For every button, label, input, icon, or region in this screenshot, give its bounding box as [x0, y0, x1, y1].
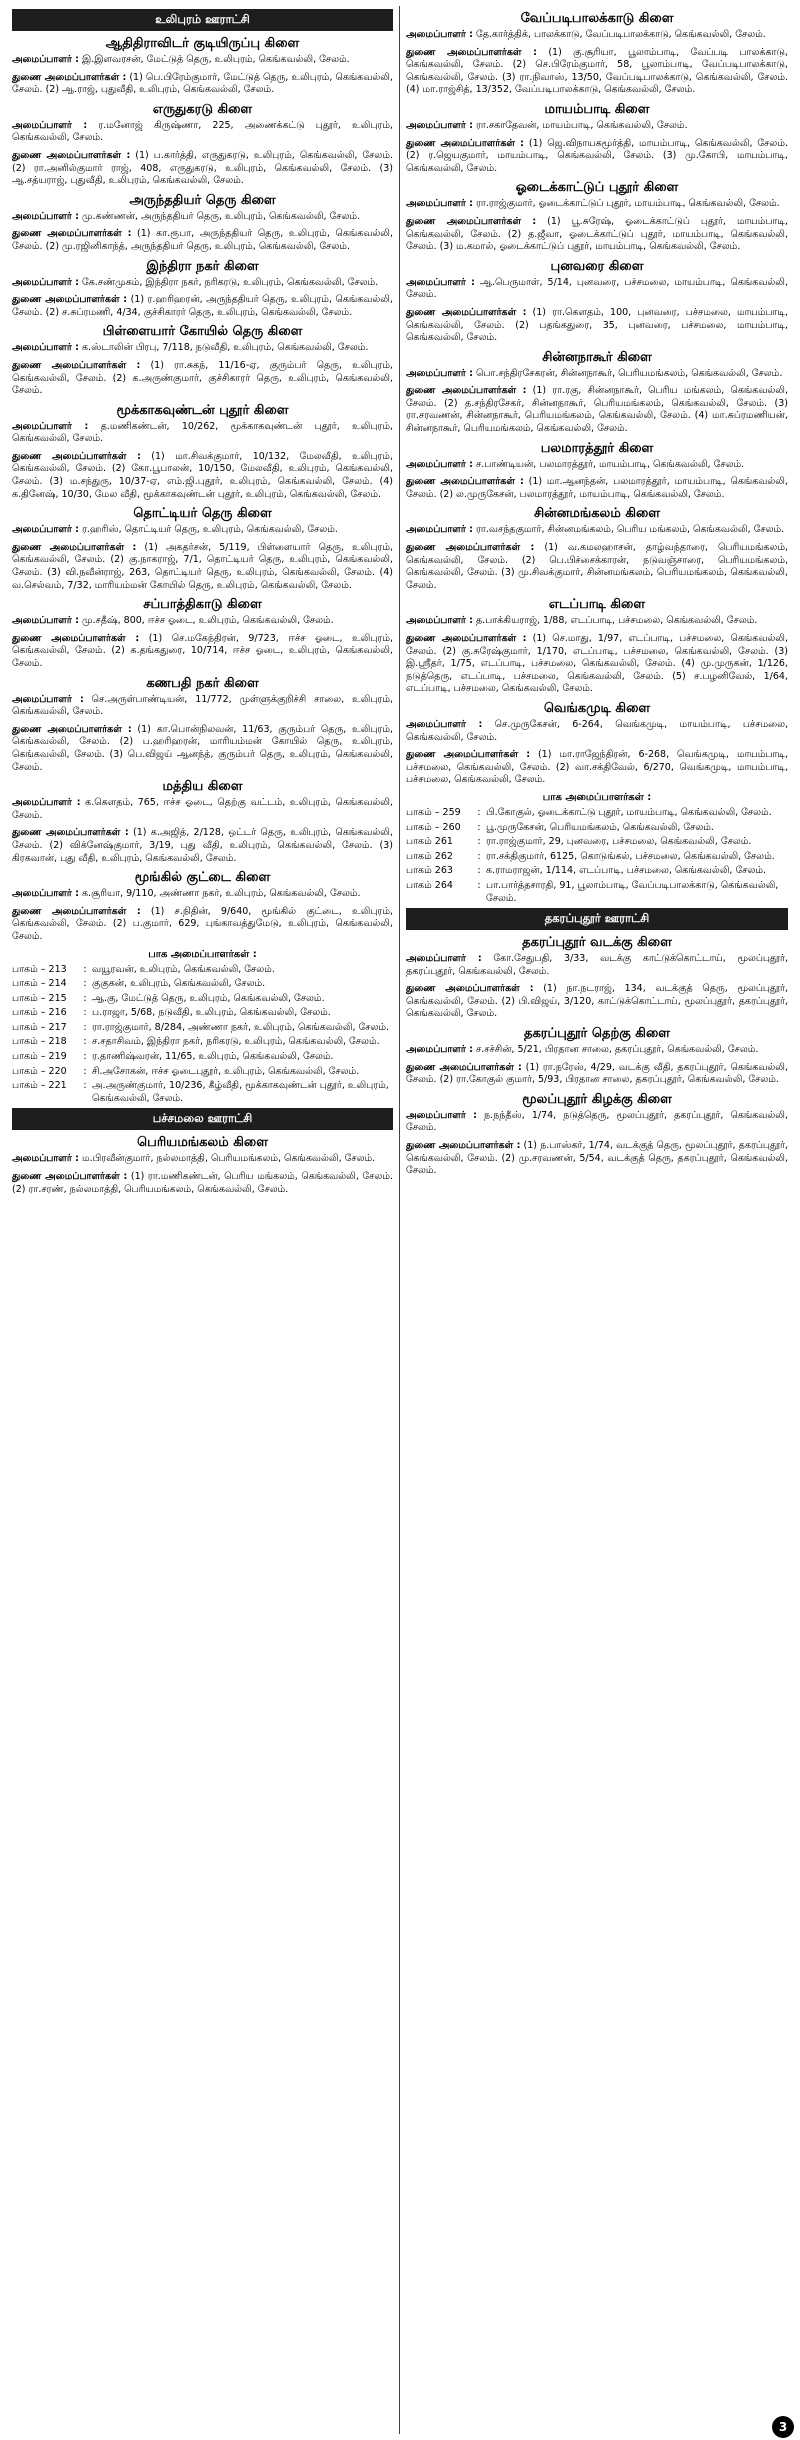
organizer-entry [406, 476, 788, 501]
organizer-details: ச.பாண்டியன், பலமாரத்தூர், மாயம்பாடி, கெங்கவல்லி, சேலம். [475, 458, 745, 470]
organizer-entry [406, 953, 788, 978]
organizer-details: கோ.சேதுபதி, 3/33, வடக்கு காட்டுக்கொட்டாய், மூலப்புதூர், தகரப்புதூர், கெங்கவல்லி, சேலம். [406, 953, 788, 977]
branch-title: சப்பாத்திகாடு கிளை [143, 597, 262, 613]
booth-number: பாகம் – 217 [12, 1021, 67, 1033]
role-label: துணை அமைப்பாளர்கள் : [12, 723, 132, 735]
organizer-entry [12, 888, 393, 901]
booth-organizer: அ.அருண்குமார், 10/236, கீழ்வீதி, மூக்காகவுண்டன் புதூர், உலிபுரம், கெங்கவல்லி, சேலம். [92, 1080, 389, 1104]
role-label: துணை அமைப்பாளர்கள் : [406, 46, 537, 58]
organizer-details: (1) பூ.சுரேஷ், ஓடைக்காட்டுப் புதூர், மாயம்பாடி, கெங்கவல்லி, சேலம். (2) த.ஜீவா, ஓடைக்காட்டுப் புதூர், மாயம்பாடி, கெங்கவல்லி, சேலம். (3) ம.கமால், ஓடைக்காட்டுப் புதூர், மாயம்பாடி, கெங்கவல்லி, சேலம். [406, 215, 788, 253]
role-label: அமைப்பாளர் : [406, 524, 473, 536]
booth-number: பாகம் – 221 [12, 1080, 67, 1092]
booth-number: பாகம் 261 [406, 836, 453, 848]
organizer-entry [406, 749, 788, 787]
organizer-details: (1) ச.நிதின், 9/640, மூங்கில் குட்டை, உலிபுரம், கெங்கவல்லி, சேலம். (2) ப.குமார், 629, புங்காவத்துமேடு, உலிபுரம், கெங்கவல்லி, சேலம். [12, 905, 393, 942]
organizer-entry [12, 1171, 393, 1196]
organizer-details: தே.கார்த்திக், பாலக்காடு, வேப்படிபாலக்காடு, கெங்கவல்லி, சேலம். [475, 29, 766, 40]
booth-number: பாகம் – 214 [12, 978, 67, 990]
role-label: அமைப்பாளர் : [12, 693, 84, 705]
booth-number: பாகம் – 215 [12, 992, 67, 1004]
role-label: துணை அமைப்பாளர்கள் : [12, 632, 140, 644]
colon-separator: : [83, 1036, 87, 1048]
colon-separator: : [83, 1080, 87, 1092]
booth-number: பாகம் 262 [406, 850, 453, 862]
role-label: அமைப்பாளர் : [406, 458, 473, 470]
branch-title: சின்னமங்கலம் கிளை [533, 506, 661, 522]
organizer-entry [12, 451, 393, 501]
organizer-entry [12, 342, 393, 355]
booth-number: பாகம் – 219 [12, 1051, 67, 1063]
organizer-entry [406, 524, 788, 537]
branch-title: தகரப்புதூர் தெற்கு கிளை [524, 1026, 670, 1042]
organizer-details: க.சூரியா, 9/110, அண்ணா நகர், உலிபுரம், கெங்கவல்லி, சேலம். [81, 888, 361, 900]
role-label: துணை அமைப்பாளர்கள் : [406, 542, 535, 554]
organizer-details: (1) ர.ஹரிஹரன், அருந்ததியர் தெரு, உலிபுரம், கெங்கவல்லி, சேலம். (2) ச.சுப்ரமணி, 4/34, குச்சிகாரர் தெரு, உலிபுரம், கெங்கவல்லி, சேலம். [12, 294, 393, 318]
organizer-details: ரா.வசந்தகுமார், சின்னமங்கலம், பெரிய மங்கலம், கெங்கவல்லி, சேலம். [475, 524, 785, 536]
role-label: துணை அமைப்பாளர்கள் : [12, 228, 132, 240]
organizer-entry [12, 724, 393, 774]
organizer-entry [406, 633, 788, 696]
organizer-details: (1) மா.ராஜேந்திரன், 6-268, வெங்கமுடி, மாயம்பாடி, பச்சமலை, கெங்கவல்லி, சேலம். (2) வா.சக்திவேல், 6/270, வெங்கமுடி, மாயம்பாடி, பச்சமலை, கெங்கவல்லி, சேலம். [406, 749, 788, 786]
organizer-entry [406, 385, 788, 435]
booth-number: பாகம் 264 [406, 879, 453, 891]
role-label: துணை அமைப்பாளர்கள் : [12, 827, 129, 839]
organizer-details: (1) ரா.ரகு, சின்னநாகூர், பெரிய மங்கலம், கெங்கவல்லி, சேலம். (2) த.சந்திரசேகர், சின்னநாகூர், பெரியமங்கலம், கெங்கவல்லி, சேலம். (3) ரா.சரவணன், சின்னநாகூர், பெரியமங்கலம், கெங்கவல்லி, சேலம். (4) மா.சுப்ரமணியன், சின்னநாகூர், பெரியமங்கலம், கெங்கவல்லி, சேலம். [406, 385, 788, 435]
organizer-entry [12, 694, 393, 719]
organizer-details: த.மணிகண்டன், 10/262, மூக்காகவுண்டன் புதூர், உலிபுரம், கெங்கவல்லி, சேலம். [12, 420, 393, 445]
organizer-entry [406, 459, 788, 472]
branch-title: பிள்ளையார் கோயில் தெரு கிளை [102, 324, 303, 340]
role-label: அமைப்பாளர் : [12, 615, 79, 627]
role-label: துணை அமைப்பாளர்கள் : [406, 983, 534, 995]
organizer-entry [406, 198, 788, 211]
organizer-entry [406, 1044, 788, 1057]
role-label: அமைப்பாளர் : [406, 953, 482, 965]
organizer-details: (1) ரா.மணிகண்டன், பெரிய மங்கலம், கெங்கவல்லி, சேலம். (2) ரா.சரண், நல்லமாத்தி, பெரியமங்கலம், கெங்கவல்லி, சேலம். [12, 1171, 393, 1195]
organizer-details: க.கௌதம், 765, ஈச்ச ஓடை, தெற்கு வட்டம், உலிபுரம், கெங்கவல்லி, சேலம். [12, 797, 393, 821]
organizer-entry [406, 1062, 788, 1087]
colon-separator: : [477, 865, 481, 877]
role-label: துணை அமைப்பாளர்கள் : [406, 306, 527, 318]
organizer-details: (1) கு.சூரியா, பூலாம்பாடி, வேப்படி பாலக்காடு, கெங்கவல்லி, சேலம். (2) செ.பிரேம்குமார், 58, பூலாம்பாடி, வேப்படிபாலக்காடு, கெங்கவல்லி, சேலம். (3) ரா.நிவாஸ், 13/50, வேப்படிபாலக்காடு, கெங்கவல்லி, சேலம். (4) மா.ராஜ்சித், 13/352, வேப்படிபாலக்காடு, கெங்கவல்லி, சேலம். [406, 46, 788, 96]
role-label: அமைப்பாளர் : [406, 198, 473, 210]
booth-number: பாகம் – 218 [12, 1036, 67, 1048]
role-label: அமைப்பாளர் : [12, 524, 79, 536]
panchayat-heading: உலிபுரம் ஊராட்சி [12, 9, 393, 31]
role-label: அமைப்பாளர் : [406, 276, 475, 288]
branch-title: ஓடைக்காட்டுப் புதூர் கிளை [515, 180, 679, 196]
role-label: அமைப்பாளர் : [12, 797, 81, 809]
booth-number: பாகம் – 259 [406, 806, 461, 818]
role-label: துணை அமைப்பாளர்கள் : [12, 450, 141, 462]
booth-number: பாகம் – 260 [406, 821, 461, 833]
booth-row [12, 993, 393, 1006]
role-label: அமைப்பாளர் : [12, 276, 79, 288]
left-column [6, 6, 400, 2434]
branch-title: வெங்கமுடி கிளை [543, 700, 651, 716]
branch-title: வேப்படிபாலக்காடு கிளை [520, 11, 674, 26]
organizer-entry [12, 277, 393, 290]
booth-number: பாகம் – 216 [12, 1007, 67, 1019]
organizer-entry [12, 827, 393, 865]
booth-organizer: பி.கோகுல், ஓடைக்காட்டு புதூர், மாயம்பாடி, கெங்கவல்லி, சேலம். [486, 806, 772, 818]
organizer-entry [12, 906, 393, 944]
role-label: அமைப்பாளர் : [406, 29, 473, 40]
branch-title: மத்திய கிளை [162, 779, 243, 795]
organizer-details: (1) மா.சிவக்குமார், 10/132, மேலவீதி, உலிபுரம், கெங்கவல்லி, சேலம். (2) கோ.பூபாலன், 10/150, மேலவீதி, உலிபுரம், கெங்கவல்லி, சேலம். (3) ம.சந்துரு, 10/37-ஏ, எம்.ஜி.புதூர், உலிபுரம், கெங்கவல்லி, சேலம். (4) க.தினேஷ், 10/30, மேல வீதி, மூக்காகவுண்டன் புதூர், உலிபுரம், கெங்கவல்லி, சேலம். [12, 450, 393, 500]
organizer-details: ம.பிரவீன்குமார், நல்லமாத்தி, பெரியமங்கலம், கெங்கவல்லி, சேலம். [81, 1153, 376, 1165]
colon-separator: : [83, 992, 87, 1004]
organizer-entry [406, 307, 788, 345]
organizer-entry [406, 615, 788, 628]
organizer-entry [406, 1110, 788, 1135]
role-label: அமைப்பாளர் : [12, 342, 79, 354]
organizer-details: (1) ரா.நரேஸ், 4/29, வடக்கு வீதி, தகரப்புதூர், கெங்கவல்லி, சேலம். (2) ரா.கோகுல் குமார், 5/93, பிரதான சாலை, தகரப்புதூர், கெங்கவல்லி, சேலம். [406, 1061, 788, 1086]
organizer-entry [12, 54, 393, 67]
colon-separator: : [83, 978, 87, 990]
booth-organizer: ர.தாணிஷ்வரன், 11/65, உலிபுரம், கெங்கவல்லி, சேலம். [92, 1051, 334, 1063]
booth-row [12, 1036, 393, 1049]
role-label: துணை அமைப்பாளர்கள் : [406, 385, 527, 397]
booth-organizer: ரா.ராஜ்குமார், 8/284, அண்ணா நகர், உலிபுரம், கெங்கவல்லி, சேலம். [92, 1021, 390, 1033]
organizer-details: (1) வ.கமலஹாசன், தாழ்வந்தாரை, பெரியமங்கலம், கெங்கவல்லி, சேலம். (2) பெ.பிச்சைக்காரன், நடுவஞ்சாரை, பெரியமங்கலம், கெங்கவல்லி, சேலம். (3) மு.சிவக்குமார், சின்னமங்கலம், பெரியமங்கலம், கெங்கவல்லி, சேலம். [406, 542, 788, 591]
role-label: துணை அமைப்பாளர்கள் : [406, 215, 537, 227]
booth-organizer: ச.சதாசிவம், இந்திரா நகர், நரிகரடு, உலிபுரம், கெங்கவல்லி, சேலம். [92, 1036, 380, 1048]
booth-row [12, 1066, 393, 1079]
booth-organizer: ரா.சக்திகுமார், 6125, கொடுங்கல், பச்சமலை, கெங்கவல்லி, சேலம். [486, 850, 775, 862]
organizer-details: த.பாக்கியராஜ், 1/88, எடப்பாடி, பச்சமலை, கெங்கவல்லி, சேலம். [475, 615, 758, 627]
organizer-details: (1) செ.மகேந்திரன், 9/723, ஈச்ச ஓடை, உலிபுரம், கெங்கவல்லி, சேலம். (2) க.தங்கதுரை, 10/714, ஈச்ச ஓடை, உலிபுரம், கெங்கவல்லி, சேலம். [12, 632, 393, 669]
colon-separator: : [477, 836, 481, 848]
booth-row [406, 822, 788, 835]
booth-row [406, 851, 788, 864]
role-label: அமைப்பாளர் : [12, 420, 89, 432]
panchayat-heading: தகரப்புதூர் ஊராட்சி [406, 908, 788, 930]
organizer-details: (1) ந.பாஸ்கர், 1/74, வடக்குத் தெரு, மூலப்புதூர், தகரப்புதூர், கெங்கவல்லி, சேலம். (2) மு.சரவணன், 5/54, வடக்குத் தெரு, தகரப்புதூர், கெங்கவல்லி, சேலம். [406, 1140, 788, 1177]
organizer-entry [12, 294, 393, 319]
organizer-entry [406, 216, 788, 254]
organizer-details: (1) ஜெ.விநாயகமூர்த்தி, மாயம்பாடி, கெங்கவல்லி, சேலம். (2) ர.ஜெயகுமார், மாயம்பாடி, கெங்கவல்லி, சேலம். (3) மு.கோபி, மாயம்பாடி, கெங்கவல்லி, சேலம். [406, 137, 788, 174]
organizer-entry [406, 542, 788, 592]
organizer-details: (1) கா.பொன்நிலவன், 11/63, குரும்பர் தெரு, உலிபுரம், கெங்கவல்லி, சேலம். (2) ப.ஹரிஹரன், மாரியம்மன் கோயில் தெரு, உலிபுரம், கெங்கவல்லி, சேலம். (3) பெ.விஜய் ஆனந்த், குரும்பர் தெரு, உலிபுரம், கெங்கவல்லி, சேலம். [12, 723, 393, 773]
booth-row [406, 836, 788, 849]
booth-row [12, 1007, 393, 1020]
booth-row [12, 964, 393, 977]
booth-organizer: க.ராமராஜன், 1/114, எடப்பாடி, பச்சமலை, கெங்கவல்லி, சேலம். [486, 865, 767, 877]
booth-organizer: ப.ராஜா, 5/68, நடுவீதி, உலிபுரம், கெங்கவல்லி, சேலம். [92, 1007, 331, 1019]
organizer-entry [12, 150, 393, 188]
booth-organizer: சி.அசோகன், ஈச்ச ஓடைபுதூர், உலிபுரம், கெங்கவல்லி, சேலம். [92, 1065, 360, 1077]
role-label: துணை அமைப்பாளர்கள் : [406, 633, 527, 644]
role-label: அமைப்பாளர் : [12, 54, 79, 65]
organizer-entry [406, 368, 788, 381]
organizer-details: மு.சதீஷ், 800, ஈச்ச ஓடை, உலிபுரம், கெங்கவல்லி, சேலம். [81, 615, 334, 627]
colon-separator: : [83, 1051, 87, 1063]
booth-organizer: பா.பார்த்தசாரதி, 91, பூலாம்பாடி, வேப்படிபாலக்காடு, கெங்கவல்லி, சேலம். [486, 879, 779, 904]
organizer-details: க.ஸ்டாலின் பிரபு, 7/118, நடுவீதி, உலிபுரம், கெங்கவல்லி, சேலம். [81, 342, 369, 354]
role-label: அமைப்பாளர் : [406, 1044, 473, 1056]
role-label: துணை அமைப்பாளர்கள் : [12, 71, 127, 83]
booth-row [12, 978, 393, 991]
booth-row [406, 880, 788, 905]
organizer-entry [12, 524, 393, 537]
booth-row [12, 1022, 393, 1035]
organizer-entry [12, 211, 393, 224]
organizer-entry [406, 277, 788, 302]
role-label: அமைப்பாளர் : [406, 718, 483, 730]
booth-organizers-heading: பாக அமைப்பாளர்கள் : [148, 948, 257, 960]
organizer-details: ச.சச்சின், 5/21, பிரதான சாலை, தகரப்புதூர், கெங்கவல்லி, சேலம். [475, 1044, 759, 1056]
colon-separator: : [477, 879, 481, 891]
booth-row [406, 865, 788, 878]
organizer-details: (1) கா.ரூபா, அருந்ததியர் தெரு, உலிபுரம், கெங்கவல்லி, சேலம். (2) மு.ரஜினிகாந்த், அருந்ததியர் தெரு, உலிபுரம், கெங்கவல்லி, சேலம். [12, 228, 393, 252]
booth-organizer: பூ.முருகேசன், பெரியமங்கலம், கெங்கவல்லி, சேலம். [486, 821, 714, 833]
branch-title: மூக்காகவுண்டன் புதூர் கிளை [116, 402, 289, 418]
branch-title: மூங்கில் குட்டை கிளை [134, 870, 271, 886]
organizer-details: கே.சண்முகம், இந்திரா நகர், நரிகரடு, உலிபுரம், கெங்கவல்லி, சேலம். [81, 276, 379, 288]
booth-organizer: ரா.ராஜ்குமார், 29, புனவரை, பச்சமலை, கெங்கவல்லி, சேலம். [486, 836, 752, 848]
panchayat-heading: பச்சமலை ஊராட்சி [12, 1108, 393, 1130]
colon-separator: : [477, 850, 481, 862]
branch-title: தகரப்புதூர் வடக்கு கிளை [522, 935, 672, 951]
booth-organizers-heading: பாக அமைப்பாளர்கள் : [542, 791, 652, 803]
organizer-details: பொ.சந்திரசேகரன், சின்னநாகூர், பெரியமங்கலம், கெங்கவல்லி, சேலம். [475, 367, 783, 379]
organizer-details: (1) ரா.சுகந், 11/16-ஏ, குரும்பர் தெரு, உலிபுரம், கெங்கவல்லி, சேலம். (2) க.அருண்குமார், குச்சிகாரர் தெரு, உலிபுரம், கெங்கவல்லி, சேலம். [12, 359, 394, 397]
organizer-entry [406, 983, 788, 1021]
right-column [400, 6, 794, 2434]
organizer-details: மு.கண்ணன், அருந்ததியர் தெரு, உலிபுரம், கெங்கவல்லி, சேலம். [81, 210, 361, 222]
organizer-details: (1) பெ.பிரேம்குமார், மேட்டுத் தெரு, உலிபுரம், கெங்கவல்லி, சேலம். (2) ஆ.ராஜ், புதுவீதி, உலிபுரம், கெங்கவல்லி, சேலம். [12, 71, 393, 96]
booth-number: பாகம் – 220 [12, 1065, 67, 1077]
booth-organizer: ஆ.கு, மேட்டுத் தெரு, உலிபுரம், கெங்கவல்லி, சேலம். [92, 992, 325, 1004]
role-label: அமைப்பாளர் : [406, 119, 473, 131]
organizer-details: (1) ரா.கௌதம், 100, புனவரை, பச்சமலை, மாயம்பாடி, கெங்கவல்லி, சேலம். (2) பதங்கதுரை, 35, புனவரை, பச்சமலை, மாயம்பாடி, கெங்கவல்லி, சேலம். [406, 306, 788, 344]
organizer-details: (1) ப.கார்த்தி, எருதுகரடு, உலிபுரம், கெங்கவல்லி, சேலம். (2) ரா.அனில்குமார் ராஜ், 408, எருதுகரடு, உலிபுரம், கெங்கவல்லி, சேலம். (3) ஆ.சத்யராஜ், புதுவீதி, உலிபுரம், கெங்கவல்லி, சேலம். [12, 149, 393, 187]
organizer-entry [12, 542, 393, 592]
branch-title: பெரியமங்கலம் கிளை [137, 1135, 268, 1151]
branch-title: சின்னநாகூர் கிளை [542, 349, 652, 365]
organizer-entry [12, 633, 393, 671]
role-label: துணை அமைப்பாளர்கள் : [12, 294, 128, 306]
colon-separator: : [83, 1021, 87, 1033]
colon-separator: : [477, 806, 481, 818]
organizer-entry [12, 1153, 393, 1166]
branch-title: மூலப்புதூர் கிழக்கு கிளை [522, 1091, 672, 1107]
role-label: துணை அமைப்பாளர்கள் : [406, 476, 524, 488]
branch-title: மாயம்பாடி கிளை [544, 101, 650, 117]
organizer-details: (1) அகதர்சன், 5/119, பிள்ளையார் தெரு, உலிபுரம், கெங்கவல்லி, சேலம். (2) கு.நாகராஜ், 7/1, தொட்டியர் தெரு, உலிபுரம், கெங்கவல்லி, சேலம். (3) வி.நவீன்ராஜ், 263, தொட்டியர் தெரு, உலிபுரம், கெங்கவல்லி, சேலம். (4) வ.செல்வம், 7/32, மாரியம்மன் கோயில் தெரு, உலிபுரம், கெங்கவல்லி, சேலம். [12, 541, 393, 591]
booth-row [12, 1051, 393, 1064]
role-label: அமைப்பாளர் : [406, 1109, 477, 1121]
colon-separator: : [83, 963, 87, 975]
organizer-entry [12, 120, 393, 145]
organizer-details: செ.அருள்பாண்டியன், 11/772, முள்ளுக்குறிச்சி சாலை, உலிபுரம், கெங்கவல்லி, சேலம். [12, 693, 393, 718]
colon-separator: : [477, 821, 481, 833]
columns [6, 6, 794, 2434]
organizer-details: (1) மா.ஆனந்தன், பலமாரத்தூர், மாயம்பாடி, கெங்கவல்லி, சேலம். (2) ல.முருகேசன், பலமாரத்தூர், மாயம்பாடி, கெங்கவல்லி, சேலம். [406, 476, 788, 500]
role-label: துணை அமைப்பாளர்கள் : [406, 137, 524, 149]
booth-organizer: குகுகன், உலிபுரம், கெங்கவல்லி, சேலம். [92, 978, 266, 990]
organizer-entry [406, 138, 788, 176]
page-number: 3 [772, 2416, 794, 2438]
branch-title: எடப்பாடி கிளை [548, 597, 646, 613]
organizer-details: இ.இளவரசன், மேட்டுத் தெரு, உலிபுரம், கெங்கவல்லி, சேலம். [81, 54, 350, 65]
role-label: அமைப்பாளர் : [406, 367, 473, 379]
booth-row [406, 807, 788, 820]
organizer-entry [12, 615, 393, 628]
organizer-entry [12, 228, 393, 253]
organizer-details: ஆ.பெருமாள், 5/14, புனவரை, பச்சமலை, மாயம்பாடி, கெங்கவல்லி, சேலம். [406, 276, 788, 301]
organizer-entry [12, 421, 393, 446]
branch-title: இந்திரா நகர் கிளை [146, 258, 259, 274]
branch-title: எருதுகரடு கிளை [152, 101, 253, 117]
role-label: துணை அமைப்பாளர்கள் : [406, 1061, 522, 1073]
colon-separator: : [83, 1065, 87, 1077]
organizer-entry [12, 72, 393, 97]
role-label: துணை அமைப்பாளர்கள் : [12, 1171, 128, 1183]
role-label: அமைப்பாளர் : [12, 119, 88, 131]
organizer-details: செ.முருகேசன், 6-264, வெங்கமுடி, மாயம்பாடி, பச்சமலை, கெங்கவல்லி, சேலம். [406, 718, 788, 743]
organizer-entry [12, 797, 393, 822]
organizer-entry [12, 360, 393, 398]
booth-number: பாகம் 263 [406, 865, 453, 877]
booth-number: பாகம் – 213 [12, 963, 67, 975]
organizer-details: ரா.சகாதேவன், மாயம்பாடி, கெங்கவல்லி, சேலம். [475, 119, 688, 131]
role-label: அமைப்பாளர் : [12, 210, 79, 222]
branch-title: தொட்டியர் தெரு கிளை [133, 506, 272, 522]
role-label: துணை அமைப்பாளர்கள் : [12, 149, 131, 161]
role-label: அமைப்பாளர் : [12, 888, 79, 900]
role-label: அமைப்பாளர் : [12, 1153, 79, 1165]
organizer-entry [406, 1140, 788, 1178]
organizer-entry [406, 47, 788, 97]
organizer-details: (1) க.அஜித், 2/128, ஒட்டர் தெரு, உலிபுரம், கெங்கவல்லி, சேலம். (2) விக்னேஷ்குமார், 3/19, புது வீதி, உலிபுரம், கெங்கவல்லி, சேலம். (3) கிரகவான், புது வீதி, உலிபுரம், கெங்கவல்லி, சேலம். [12, 827, 393, 864]
organizer-entry [406, 29, 788, 42]
role-label: துணை அமைப்பாளர்கள் : [12, 905, 141, 917]
organizer-details: ர.மனோஜ் கிருஷ்ணா, 225, அணைக்கட்டு புதூர், உலிபுரம், கெங்கவல்லி, சேலம். [12, 119, 393, 144]
branch-title: கணபதி நகர் கிளை [146, 675, 259, 691]
booth-organizer: வயூரவன், உலிபுரம், கெங்கவல்லி, சேலம். [92, 963, 275, 975]
branch-title: பலமாரத்தூர் கிளை [540, 440, 654, 456]
organizer-entry [406, 719, 788, 744]
role-label: துணை அமைப்பாளர்கள் : [406, 1140, 521, 1152]
organizer-details: ர.ஹரிஸ், தொட்டியர் தெரு, உலிபுரம், கெங்கவல்லி, சேலம். [81, 524, 338, 536]
colon-separator: : [83, 1007, 87, 1019]
branch-title: புனவரை கிளை [550, 258, 644, 274]
organizer-entry [406, 120, 788, 133]
organizer-details: ரா.ராஜ்குமார், ஓடைக்காட்டுப் புதூர், மாயம்பாடி, கெங்கவல்லி, சேலம். [475, 198, 780, 210]
organizer-details: (1) நா.நடராஜ், 134, வடக்குத் தெரு, மூலப்புதூர், கெங்கவல்லி, சேலம். (2) பி.விஜய், 3/120, காட்டுக்கொட்டாய், மூலப்புதூர், தகரப்புதூர், கெங்கவல்லி, சேலம். [406, 983, 788, 1020]
role-label: அமைப்பாளர் : [406, 615, 473, 627]
branch-title: அருந்ததியர் தெரு கிளை [129, 192, 276, 208]
organizer-details: (1) செ.மாது, 1/97, எடப்பாடி, பச்சமலை, கெங்கவல்லி, சேலம். (2) கு.சுரேஷ்குமார், 1/170, எடப்பாடி, பச்சமலை, கெங்கவல்லி, சேலம். (3) இ.ஸ்ரீதர், 1/75, எடப்பாடி, பச்சமலை, கெங்கவல்லி, சேலம். (4) மு.முருகன், 1/126, நடுத்தெரு, எடப்பாடி, பச்சமலை, கெங்கவல்லி, சேலம். (5) ச.பழனிவேல், 1/64, எடப்பாடி, பச்சமலை, கெங்கவல்லி, சேலம். [406, 633, 788, 695]
booth-row [12, 1080, 393, 1105]
role-label: துணை அமைப்பாளர்கள் : [12, 541, 137, 553]
organizer-details: ந.நந்தீஸ், 1/74, நடுத்தெரு, மூலப்புதூர், தகரப்புதூர், கெங்கவல்லி, சேலம். [406, 1109, 788, 1134]
branch-title: ஆதிதிராவிடர் குடியிருப்பு கிளை [105, 36, 300, 51]
role-label: துணை அமைப்பாளர்கள் : [406, 749, 531, 761]
role-label: துணை அமைப்பாளர்கள் : [12, 359, 141, 371]
